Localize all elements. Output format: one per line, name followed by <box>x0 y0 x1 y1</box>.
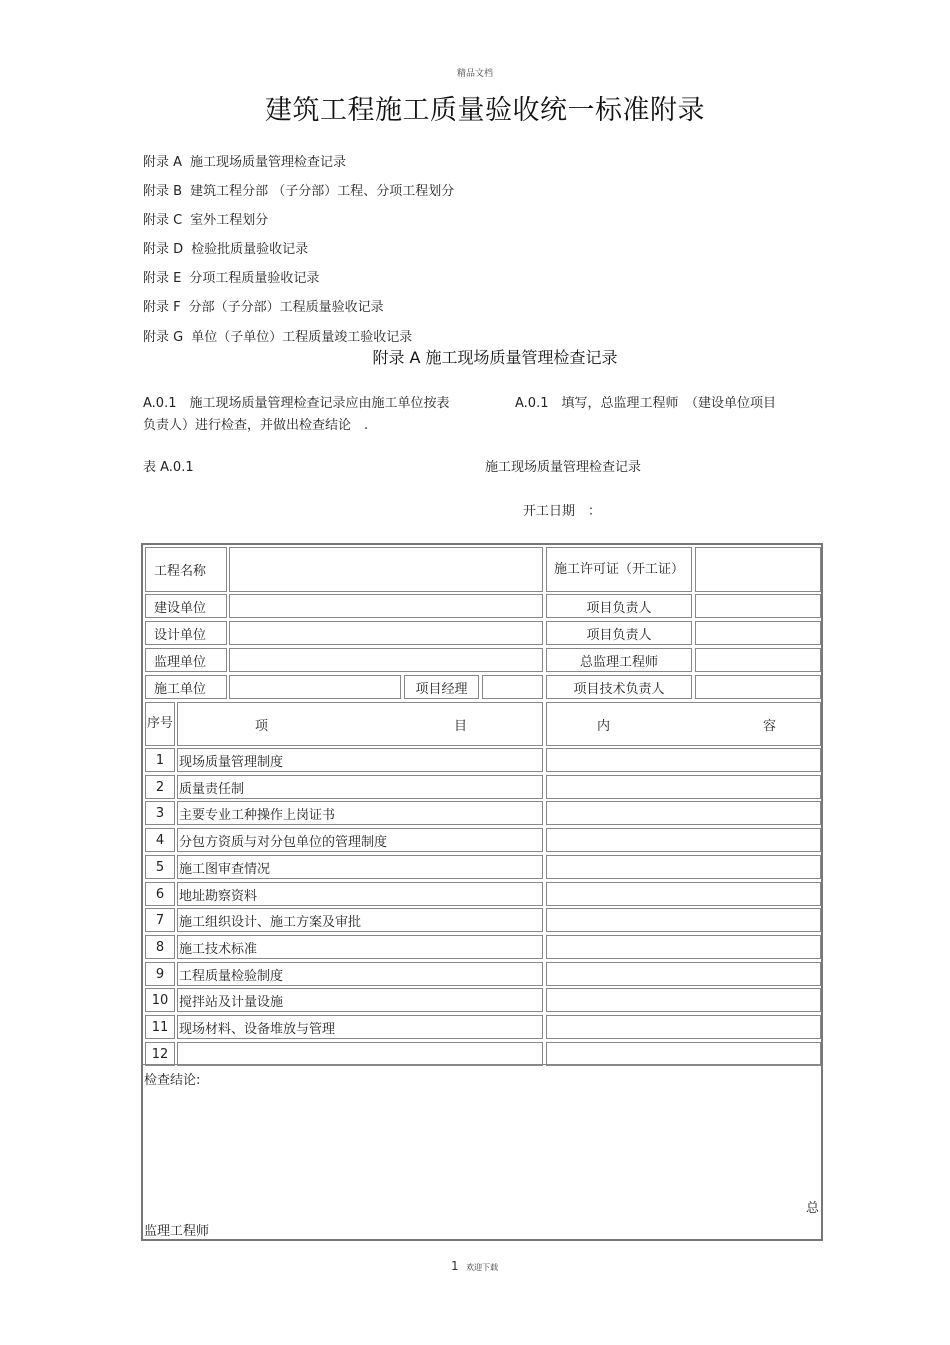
row-content-field[interactable] <box>546 882 821 906</box>
chief-supervisor-label: 总监理工程师 <box>546 648 692 672</box>
item-header-b: 目 <box>454 718 468 734</box>
project-lead-field-1[interactable] <box>695 594 821 618</box>
toc-item <box>143 296 384 315</box>
toc-item-label: 附录 E <box>143 271 182 286</box>
start-date-label: 开工日期 ： <box>523 504 602 519</box>
toc-item-label: 附录 A <box>143 155 183 170</box>
row-content-field[interactable] <box>546 855 821 879</box>
supervision-unit-label: 监理单位 <box>145 648 227 672</box>
toc-item-label: 附录 G <box>143 330 184 345</box>
project-lead-label-1: 项目负责人 <box>546 594 692 618</box>
row-item: 现场质量管理制度 <box>177 748 543 772</box>
supervision-unit-field[interactable] <box>229 648 543 672</box>
row-number: 8 <box>145 935 175 959</box>
table-label: 表 A.0.1 <box>143 460 194 475</box>
row-item: 搅拌站及计量设施 <box>177 988 543 1012</box>
paragraph-line-1-right: A.0.1 填写，总监理工程师 （建设单位项目 <box>515 396 776 411</box>
project-manager-label: 项目经理 <box>404 675 479 699</box>
row-item: 地址勘察资料 <box>177 882 543 906</box>
toc-item-text: 检验批质量验收记录 <box>191 242 309 257</box>
row-item: 工程质量检验制度 <box>177 962 543 986</box>
header-watermark: 精品文档 <box>456 69 493 79</box>
tech-lead-label: 项目技术负责人 <box>546 675 692 699</box>
row-item: 分包方资质与对分包单位的管理制度 <box>177 828 543 852</box>
design-unit-label: 设计单位 <box>145 621 227 645</box>
row-number: 4 <box>145 828 175 852</box>
toc-item <box>143 151 346 170</box>
row-number: 11 <box>145 1015 175 1039</box>
row-content-field[interactable] <box>546 935 821 959</box>
row-number: 7 <box>145 908 175 932</box>
row-item: 施工组织设计、施工方案及审批 <box>177 908 543 932</box>
toc-item <box>143 238 308 257</box>
row-number: 10 <box>145 988 175 1012</box>
item-header-a: 项 <box>255 718 269 734</box>
conclusion-area[interactable] <box>143 1064 821 1239</box>
toc-item-text: 室外工程划分 <box>190 213 269 228</box>
row-content-field[interactable] <box>546 801 821 825</box>
toc-item <box>143 180 454 199</box>
row-number: 2 <box>145 775 175 799</box>
footer <box>451 1259 498 1273</box>
chief-supervisor-field[interactable] <box>695 648 821 672</box>
construction-unit-field[interactable] <box>229 594 543 618</box>
construction-unit-label: 建设单位 <box>145 594 227 618</box>
seq-header: 序号 <box>145 702 175 746</box>
content-header <box>546 702 821 746</box>
row-number: 3 <box>145 801 175 825</box>
row-number: 5 <box>145 855 175 879</box>
page-title: 建筑工程施工质量验收统一标准附录 <box>265 95 705 126</box>
toc-item-text: 建筑工程分部 （子分部）工程、分项工程划分 <box>190 184 455 199</box>
toc-item <box>143 326 412 345</box>
row-content-field[interactable] <box>546 775 821 799</box>
project-name-field[interactable] <box>229 547 543 592</box>
row-number: 1 <box>145 748 175 772</box>
inspection-form <box>141 543 823 1241</box>
project-name-label: 工程名称 <box>145 547 227 592</box>
footer-page-number: 1 <box>451 1259 459 1273</box>
row-content-field[interactable] <box>546 828 821 852</box>
permit-label: 施工许可证（开工证） <box>546 547 692 592</box>
section-title: 附录 A 施工现场质量管理检查记录 <box>372 348 618 367</box>
project-manager-field[interactable] <box>482 675 543 699</box>
content-header-b: 容 <box>763 718 777 734</box>
table-caption: 施工现场质量管理检查记录 <box>485 460 642 475</box>
toc-item-label: 附录 B <box>143 184 183 199</box>
paragraph-line-2: 负责人）进行检查，并做出检查结论 . <box>143 418 369 433</box>
row-number: 6 <box>145 882 175 906</box>
footer-text: 欢迎下载 <box>466 1263 499 1272</box>
toc-item-text: 单位（子单位）工程质量竣工验收记录 <box>191 330 413 345</box>
toc-item <box>143 267 319 286</box>
toc-item <box>143 209 268 228</box>
item-header <box>177 702 543 746</box>
row-content-field[interactable] <box>546 748 821 772</box>
row-item: 质量责任制 <box>177 775 543 799</box>
row-content-field[interactable] <box>546 1042 821 1066</box>
project-lead-field-2[interactable] <box>695 621 821 645</box>
row-item: 施工图审查情况 <box>177 855 543 879</box>
row-item: 主要专业工种操作上岗证书 <box>177 801 543 825</box>
row-item <box>177 1042 543 1066</box>
conclusion-label: 检查结论: <box>144 1073 201 1088</box>
toc-item-text: 分部（子分部）工程质量验收记录 <box>188 300 384 315</box>
toc-item-text: 分项工程质量验收记录 <box>189 271 320 286</box>
project-lead-label-2: 项目负责人 <box>546 621 692 645</box>
row-content-field[interactable] <box>546 988 821 1012</box>
toc-item-label: 附录 F <box>143 300 181 315</box>
toc-item-label: 附录 C <box>143 213 183 228</box>
row-number: 9 <box>145 962 175 986</box>
tech-lead-field[interactable] <box>695 675 821 699</box>
toc-item-text: 施工现场质量管理检查记录 <box>190 155 347 170</box>
paragraph-line-1 <box>143 392 776 411</box>
row-item: 施工技术标准 <box>177 935 543 959</box>
row-item: 现场材料、设备堆放与管理 <box>177 1015 543 1039</box>
builder-unit-label: 施工单位 <box>145 675 227 699</box>
row-content-field[interactable] <box>546 1015 821 1039</box>
paragraph-line-1-left: A.0.1 施工现场质量管理检查记录应由施工单位按表 <box>143 396 450 411</box>
row-content-field[interactable] <box>546 908 821 932</box>
builder-unit-field[interactable] <box>229 675 401 699</box>
design-unit-field[interactable] <box>229 621 543 645</box>
row-number: 12 <box>145 1042 175 1066</box>
conclusion-zong: 总 <box>805 1201 819 1216</box>
permit-field[interactable] <box>695 547 821 592</box>
content-header-a: 内 <box>597 718 611 734</box>
toc-item-label: 附录 D <box>143 242 184 257</box>
row-content-field[interactable] <box>546 962 821 986</box>
conclusion-supervisor: 监理工程师 <box>144 1224 210 1239</box>
